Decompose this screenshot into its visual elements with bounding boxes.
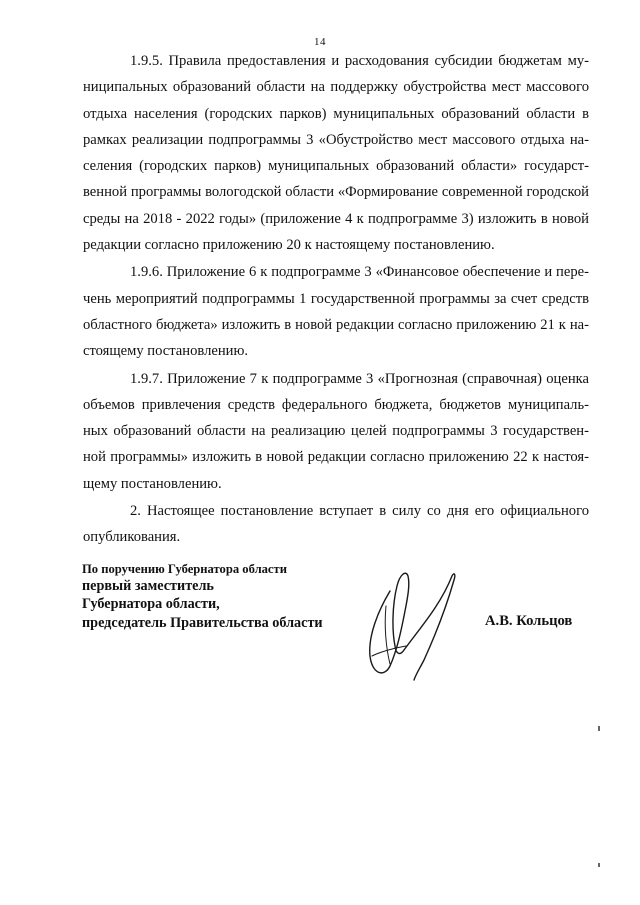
- signature-by-order: По поручению Губернатора области: [82, 562, 287, 576]
- scan-edge-mark: [598, 863, 600, 867]
- paragraph-2: 2. Настоящее постановление вступает в силу со дня его официального опубликования.: [83, 503, 589, 546]
- signer-position-line-1: первый заместитель: [82, 578, 214, 594]
- paragraph-1-9-6: 1.9.6. Приложение 6 к подпрограмме 3 «Финансовое обеспечение и перечень мероприятий подпрограммы 1 государственной программы за счет средств областного бюджета» изложить в новой редакции согласно приложению 21 к настоящему постановлению.: [83, 264, 589, 360]
- page-number: 14: [314, 36, 326, 48]
- document-body: [83, 48, 589, 552]
- signer-position-line-2: Губернатора области,: [82, 596, 220, 612]
- signer-position-line-3: председатель Правительства области: [82, 615, 323, 631]
- paragraph-1-9-5: 1.9.5. Правила предоставления и расходования субсидии бюджетам муниципальных образований области на поддержку обустройства мест массового отдыха населения (городских парков) муниципальных образований области в рамках реализации подпрограммы 3 «Обустройство мест массового отдыха населения (городских парков) муниципальных образований области» государственной программы вологодской области «Формирование современной городской среды на 2018 - 2022 годы» (приложение 4 к подпрограмме 3) изложить в новой редакции согласно приложению 20 к настоящему постановлению.: [83, 53, 589, 254]
- handwritten-signature-icon: [350, 556, 490, 691]
- paragraph-1-9-7: 1.9.7. Приложение 7 к подпрограмме 3 «Прогнозная (справочная) оценка объемов привлечения средств федерального бюджета, бюджетов муниципальных образований области на реализацию целей подпрограммы 3 государственной программы» изложить в новой редакции согласно приложению 22 к настоящему постановлению.: [83, 370, 589, 492]
- scan-edge-mark: [598, 726, 600, 731]
- signer-name: А.В. Кольцов: [485, 613, 573, 629]
- signature-block: [82, 556, 592, 686]
